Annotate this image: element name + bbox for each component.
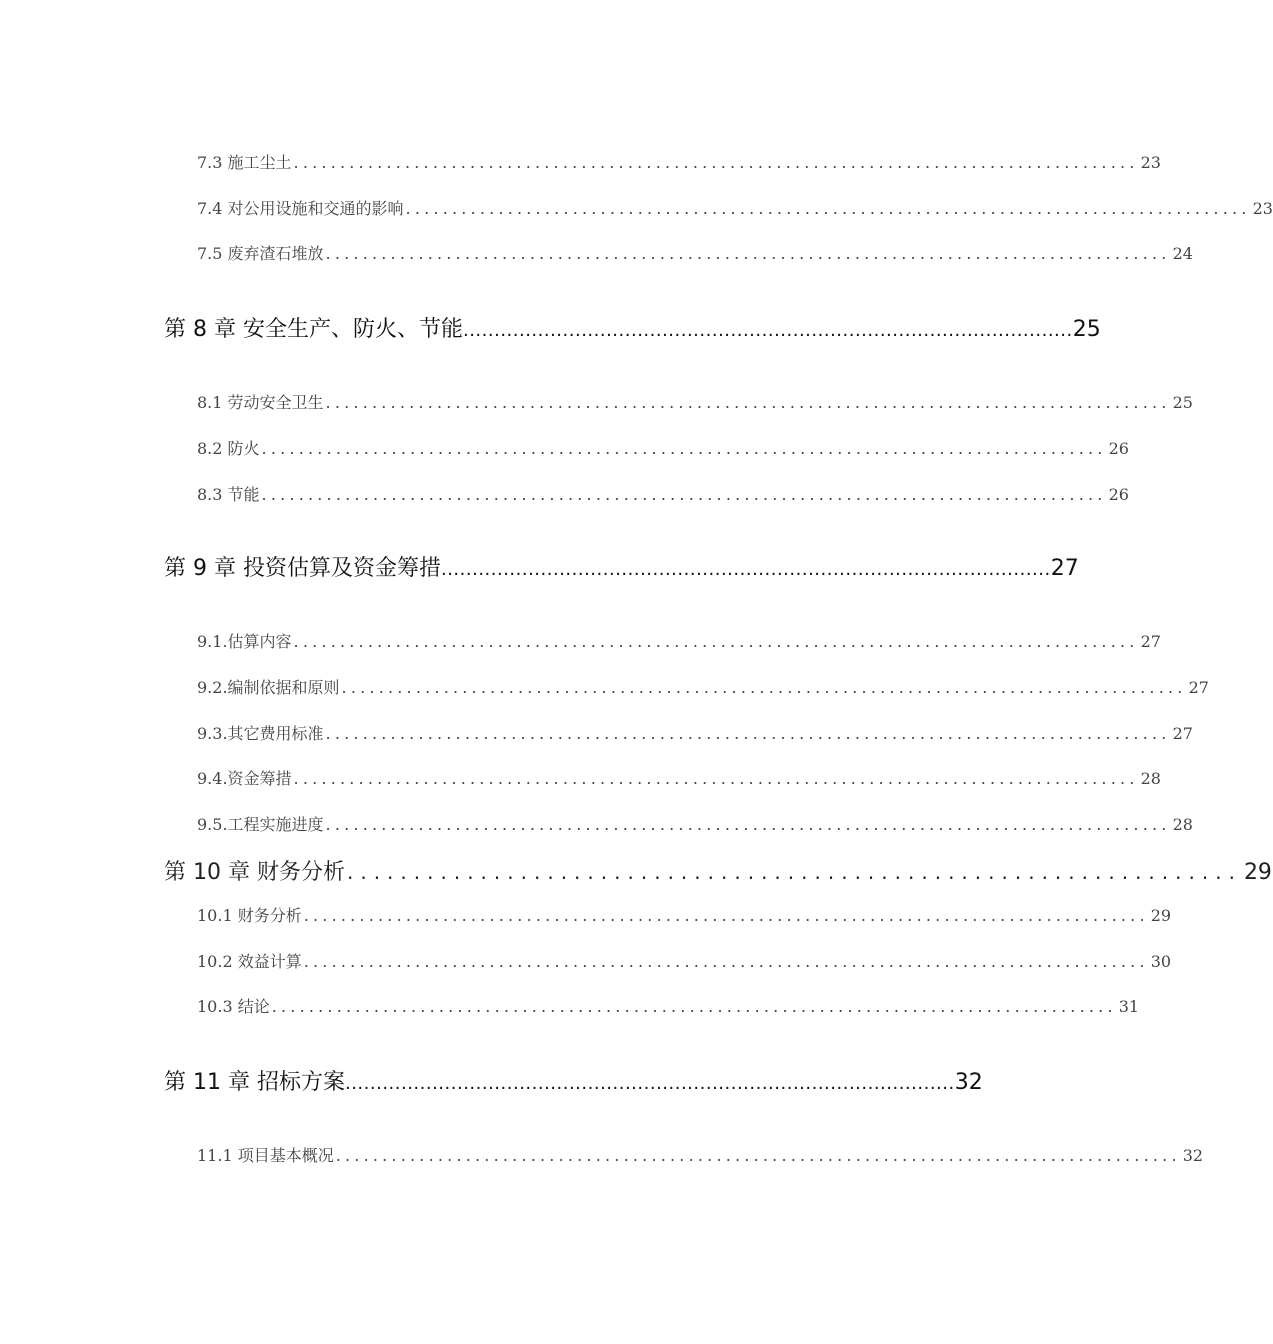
- toc-dot-leader: ...........................................................................................: [325, 724, 1171, 743]
- toc-dot-leader: ...........................................................................................: [325, 815, 1171, 834]
- toc-dot-leader: ...........................................................................................: [293, 769, 1139, 788]
- toc-entry-8-2[interactable]: [197, 436, 1129, 459]
- toc-entry-10-3[interactable]: [197, 994, 1140, 1017]
- toc-entry-8-3[interactable]: [197, 482, 1129, 505]
- toc-entry-7-4[interactable]: [197, 196, 1273, 219]
- toc-dot-leader: ...................................................................: [346, 860, 1242, 884]
- toc-entry-title: 10.1 财务分析: [197, 906, 302, 925]
- toc-entry-title: 9.4.资金筹措: [197, 769, 292, 788]
- toc-entry-title: 9.3.其它费用标准: [197, 724, 324, 743]
- toc-entry-11-1[interactable]: [197, 1143, 1204, 1166]
- toc-page-number: 27: [1140, 632, 1161, 651]
- toc-entry-title: 9.1.估算内容: [197, 632, 292, 651]
- toc-dot-leader: ...........................................................................................: [293, 632, 1139, 651]
- toc-entry-title: 7.4 对公用设施和交通的影响: [197, 199, 404, 218]
- toc-page-number: 25: [1072, 317, 1101, 342]
- toc-dot-leader: ...........................................................................................: [293, 153, 1139, 172]
- toc-entry-title: 8.3 节能: [197, 485, 260, 504]
- toc-page-number: 25: [1172, 393, 1193, 412]
- toc-chapter-9[interactable]: [164, 551, 1079, 582]
- toc-page-number: 32: [1182, 1146, 1204, 1165]
- toc-dot-leader: ..................................................................................................: [462, 320, 1073, 341]
- toc-entry-10-1[interactable]: [197, 903, 1172, 926]
- toc-entry-9-5[interactable]: [197, 812, 1193, 835]
- toc-entry-9-4[interactable]: [197, 766, 1161, 789]
- toc-dot-leader: ...........................................................................................: [261, 439, 1107, 458]
- toc-page-number: 32: [954, 1070, 983, 1095]
- toc-chapter-8[interactable]: [164, 312, 1101, 343]
- toc-page-number: 24: [1172, 244, 1193, 263]
- toc-page-number: 23: [1140, 153, 1161, 172]
- toc-entry-10-2[interactable]: [197, 949, 1172, 972]
- toc-page-number: 29: [1243, 860, 1272, 885]
- toc-entry-title: 9.5.工程实施进度: [197, 815, 324, 834]
- toc-entry-title: 10.3 结论: [197, 997, 270, 1016]
- toc-entry-7-3[interactable]: [197, 150, 1161, 173]
- toc-page-number: 23: [1252, 199, 1273, 218]
- toc-entry-9-3[interactable]: [197, 721, 1193, 744]
- toc-dot-leader: ...........................................................................................: [341, 678, 1187, 697]
- toc-page-number: 26: [1108, 485, 1129, 504]
- toc-page-number: 27: [1172, 724, 1193, 743]
- toc-entry-title: 10.2 效益计算: [197, 952, 302, 971]
- toc-page-number: 27: [1050, 556, 1079, 581]
- toc-entry-9-2[interactable]: [197, 675, 1209, 698]
- toc-entry-8-1[interactable]: [197, 390, 1193, 413]
- toc-dot-leader: ..................................................................................................: [440, 559, 1051, 580]
- toc-page-number: 31: [1118, 997, 1140, 1016]
- toc-entry-title: 7.3 施工尘土: [197, 153, 292, 172]
- toc-chapter-10[interactable]: [164, 855, 1272, 886]
- toc-page-number: 29: [1150, 906, 1172, 925]
- toc-entry-title: 11.1 项目基本概况: [197, 1146, 334, 1165]
- toc-chapter-title: 第 11 章 招标方案: [164, 1070, 345, 1095]
- toc-chapter-11[interactable]: [164, 1065, 983, 1096]
- toc-dot-leader: ...........................................................................................: [325, 244, 1171, 263]
- toc-dot-leader: ...........................................................................................: [303, 952, 1149, 971]
- toc-page-number: 26: [1108, 439, 1129, 458]
- toc-page-number: 27: [1188, 678, 1209, 697]
- toc-page-number: 28: [1140, 769, 1161, 788]
- toc-entry-title: 7.5 废弃渣石堆放: [197, 244, 324, 263]
- toc-entry-title: 8.1 劳动安全卫生: [197, 393, 324, 412]
- toc-entry-9-1[interactable]: [197, 629, 1161, 652]
- toc-dot-leader: ...........................................................................................: [405, 199, 1251, 218]
- toc-dot-leader: ...........................................................................................: [303, 906, 1149, 925]
- toc-entry-title: 9.2.编制依据和原则: [197, 678, 340, 697]
- toc-page-number: 30: [1150, 952, 1172, 971]
- toc-dot-leader: ...........................................................................................: [325, 393, 1171, 412]
- toc-dot-leader: ..................................................................................................: [344, 1073, 955, 1094]
- toc-page-number: 28: [1172, 815, 1193, 834]
- toc-dot-leader: ...........................................................................................: [271, 997, 1117, 1016]
- toc-entry-7-5[interactable]: [197, 241, 1193, 264]
- toc-chapter-title: 第 9 章 投资估算及资金筹措: [164, 556, 441, 581]
- toc-chapter-title: 第 10 章 财务分析: [164, 860, 345, 885]
- toc-chapter-title: 第 8 章 安全生产、防火、节能: [164, 317, 463, 342]
- toc-dot-leader: ...........................................................................................: [335, 1146, 1181, 1165]
- toc-entry-title: 8.2 防火: [197, 439, 260, 458]
- toc-dot-leader: ...........................................................................................: [261, 485, 1107, 504]
